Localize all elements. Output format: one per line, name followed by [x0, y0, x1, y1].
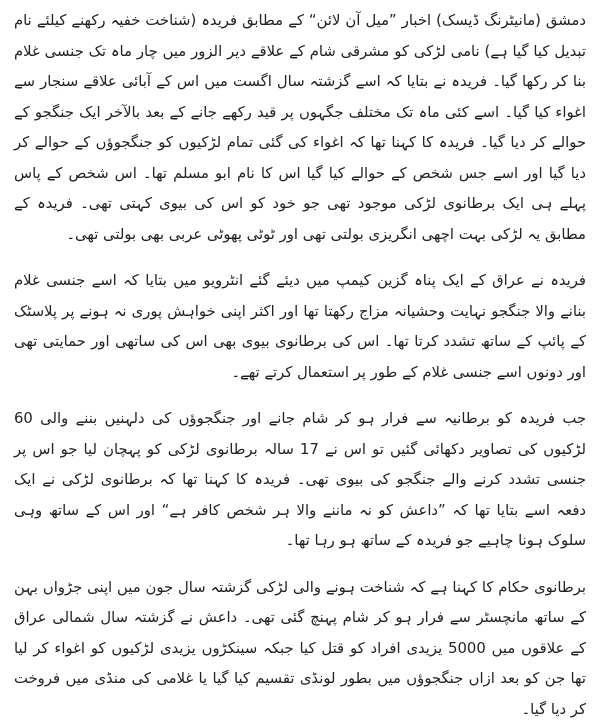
article-paragraph-1: دمشق (مانیٹرنگ ڈیسک) اخبار ”میل آن لائن“ کے مطابق فریدہ (شناخت خفیہ رکھنے کیلئے نام تبدیل کیا گیا ہے) نامی لڑکی کو مشرقی شام کے علاقے دیر الزور میں چار ماہ تک جنسی غلام بنا کر رکھا گیا۔ فریدہ نے بتایا کہ اسے گزشتہ سال اگست میں اس کے آبائی علاقے سنجار سے اغواء کیا گیا۔ اسے کئی ماہ تک مختلف جگہوں پر قید رکھے جانے کے بعد بالآخر ایک جنگجو کے حوالے کر دیا گیا۔ فریدہ کا کہنا تھا کہ اغواء کی گئی تمام لڑکیوں کو جنگجوؤں کے حوالے کر دیا گیا اور اسے جس شخص کے حوالے کیا گیا اس کا نام ابو مسلم تھا۔ اس شخص کے پاس پہلے ہی ایک برطانوی لڑکی موجود تھی جو خود کو اس کی بیوی کہتی تھی۔ فریدہ کے مطابق یہ لڑکی بہت اچھی انگریزی بولتی تھی اور ٹوٹی پھوٹی عربی بھی بولتی تھی۔ [14, 6, 586, 250]
article-paragraph-2: فریدہ نے عراق کے ایک پناہ گزین کیمپ میں دیئے گئے انٹرویو میں بتایا کہ اسے جنسی غلام بنانے والا جنگجو نہایت وحشیانہ مزاج رکھتا تھا اور اکثر اپنی خواہش پوری نہ ہونے پر پلاسٹک کے پائپ کے ساتھ تشدد کرتا تھا۔ اس کی برطانوی بیوی بھی اس کی ساتھی اور حمایتی تھی اور دونوں اسے جنسی غلام کے طور پر استعمال کرتے تھے۔ [14, 266, 586, 388]
article-paragraph-4: برطانوی حکام کا کہنا ہے کہ شناخت ہونے والی لڑکی گزشتہ سال جون میں اپنی جڑواں بہن کے ساتھ مانچسٹر سے فرار ہو کر شام پہنچ گئی تھی۔ داعش نے گزشتہ سال شمالی عراق کے علاقوں میں 5000 یزیدی افراد کو قتل کیا جبکہ سینکڑوں یزیدی لڑکیوں کو اغواء کر لیا تھا جن کو بعد ازاں جنگجوؤں میں بطور لونڈی تقسیم کیا گیا یا غلامی کی منڈی میں فروخت کر دیا گیا۔ [14, 573, 586, 725]
article-paragraph-3: جب فریدہ کو برطانیہ سے فرار ہو کر شام جانے اور جنگجوؤں کی دلہنیں بننے والی 60 لڑکیوں کی تصاویر دکھائی گئیں تو اس نے 17 سالہ برطانوی لڑکی کو پہچان لیا جو اس پر جنسی تشدد کرنے والے جنگجو کی بیوی تھی۔ فریدہ کا کہنا تھا کہ برطانوی لڑکی نے ایک دفعہ اسے بتایا تھا کہ ”داعش کو نہ ماننے والا ہر شخص کافر ہے“ اور اس کے ساتھ وہی سلوک ہونا چاہیے جو فریدہ کے ساتھ ہو رہا تھا۔ [14, 404, 586, 557]
